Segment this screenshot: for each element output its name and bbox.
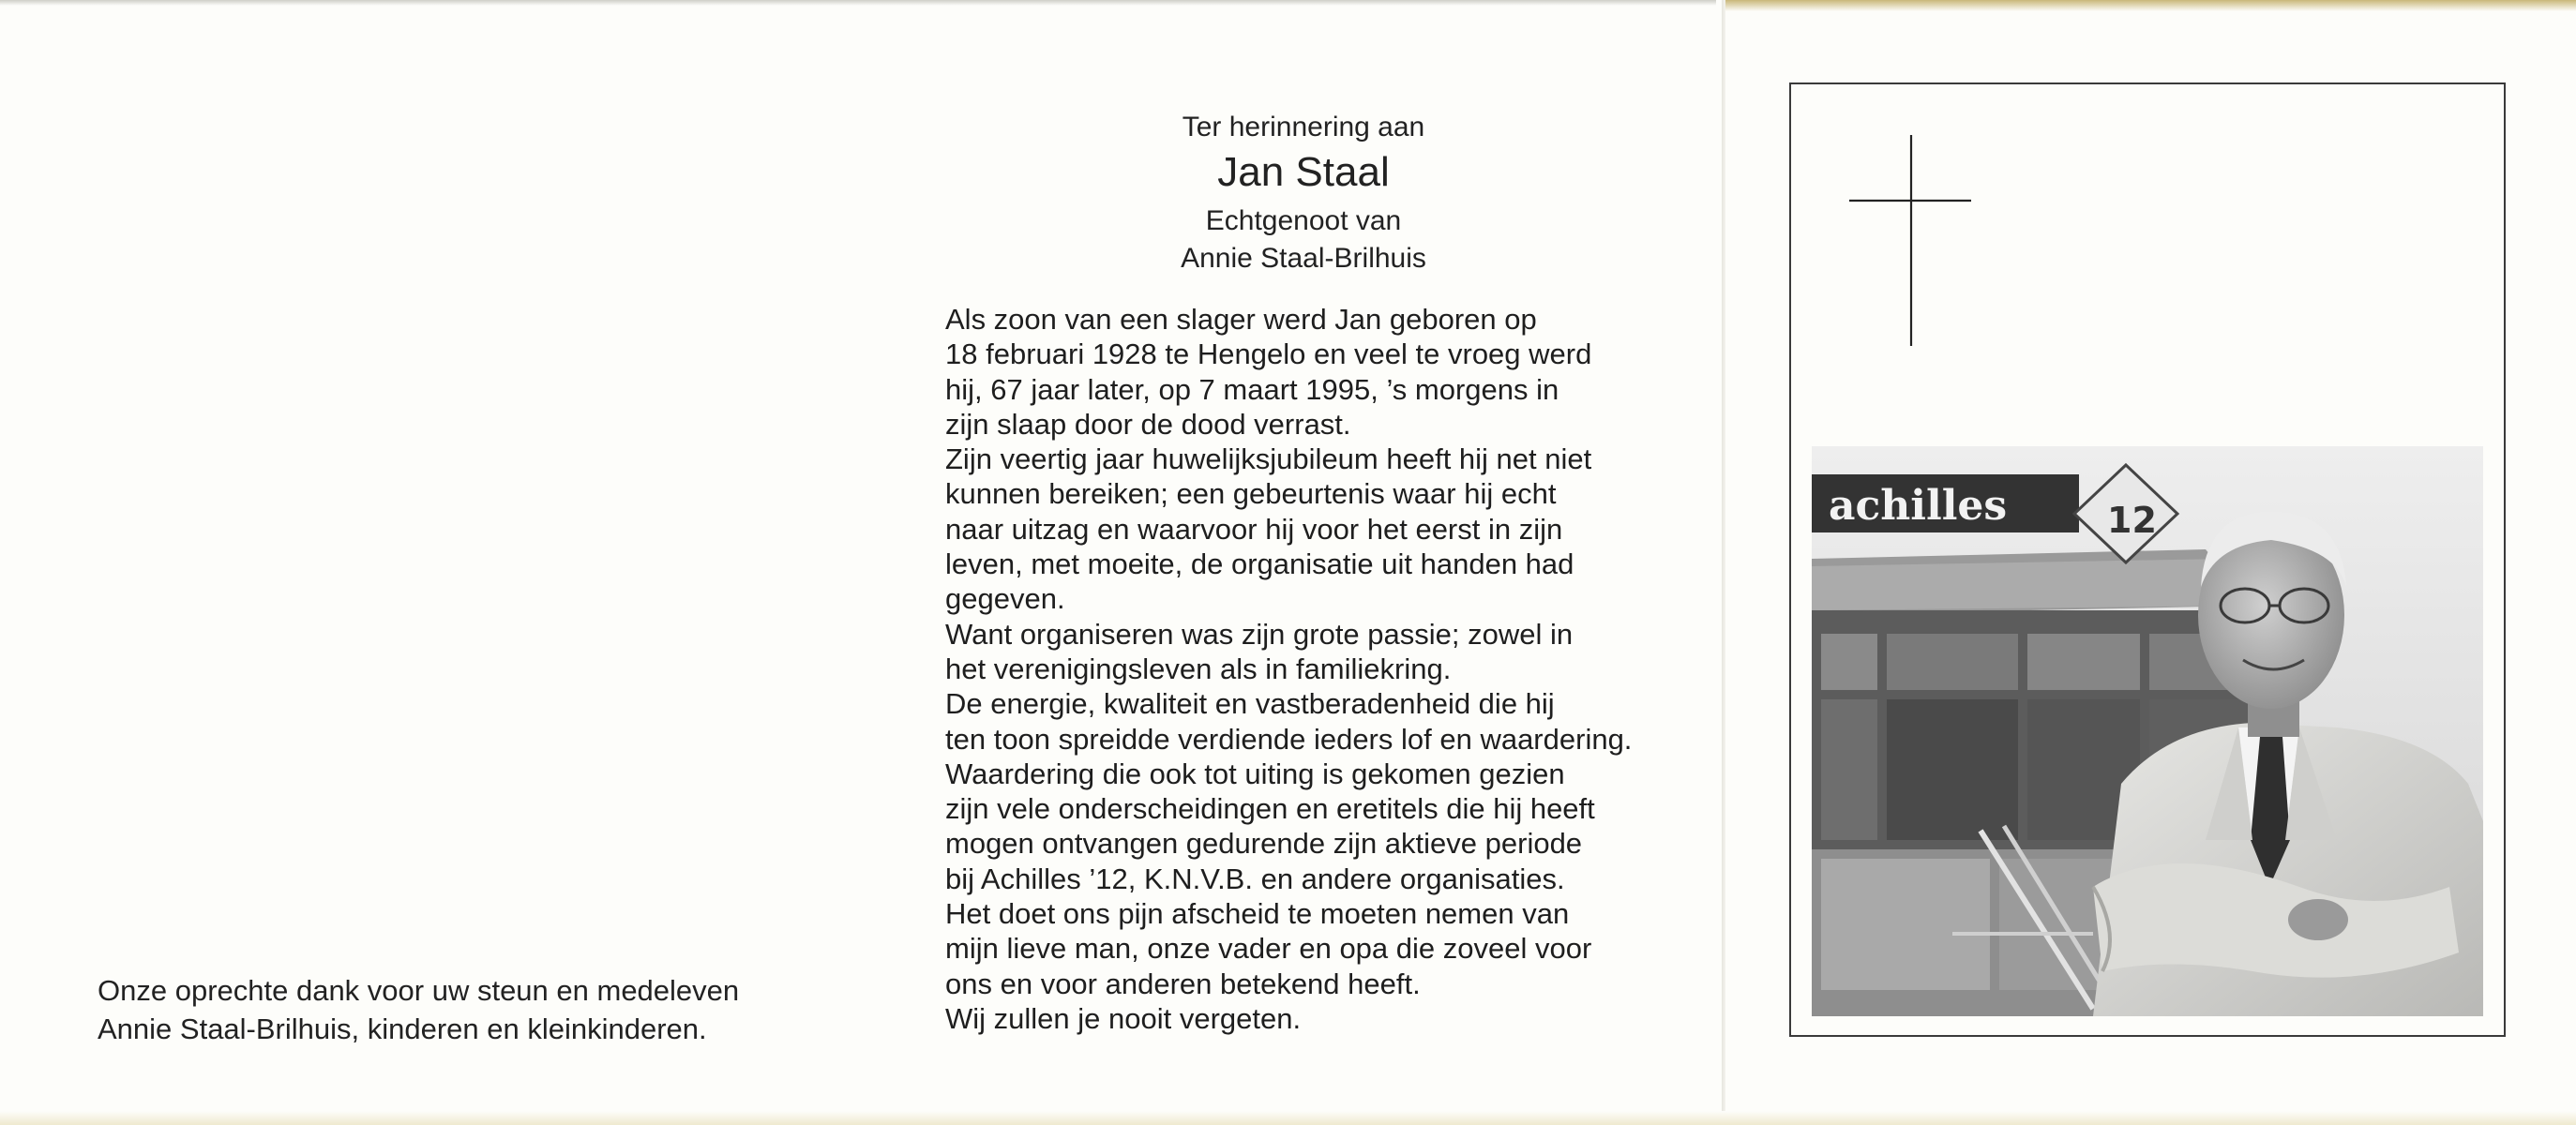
text-line: gegeven.	[945, 582, 1065, 616]
deceased-name: Jan Staal	[1217, 149, 1390, 195]
text-line: het verenigingsleven als in familiekring.	[945, 652, 1452, 685]
heading-relation: Echtgenoot van	[1205, 205, 1402, 236]
heading-intro: Ter herinnering aan	[1182, 112, 1425, 142]
text-line: Zijn veertig jaar huwelijksjubileum heeft hij net niet	[945, 442, 1592, 476]
text-line: hij, 67 jaar later, op 7 maart 1995, ’s morgens in	[945, 372, 1559, 406]
sign-number: 12	[2107, 500, 2157, 541]
card-fold-line	[1722, 0, 1725, 1125]
cross-icon	[1849, 135, 1971, 346]
card-top-edge-right	[1725, 0, 2576, 11]
text-line: Als zoon van een slager werd Jan geboren op	[945, 303, 1537, 336]
memorial-heading	[1022, 109, 1585, 278]
text-line: Het doet ons pijn afscheid te moeten nemen van	[945, 897, 1570, 931]
text-line: zijn slaap door de dood verrast.	[945, 407, 1351, 441]
thanks-line-2: Annie Staal-Brilhuis, kinderen en kleinkinderen.	[98, 1012, 707, 1045]
memorial-text	[945, 302, 1714, 1036]
sign-text: achilles	[1829, 482, 2008, 530]
text-line: 18 februari 1928 te Hengelo en veel te vroeg werd	[945, 338, 1592, 371]
text-line: ten toon spreidde verdiende ieders lof en waardering.	[945, 722, 1633, 756]
text-line: Want organiseren was zijn grote passie; zowel in	[945, 617, 1574, 651]
text-line: De energie, kwaliteit en vastberadenheid die hij	[945, 687, 1555, 721]
text-line: ons en voor anderen betekend heeft.	[945, 967, 1421, 1000]
text-line: mijn lieve man, onze vader en opa die zoveel voor	[945, 932, 1592, 966]
text-line: Wij zullen je nooit vergeten.	[945, 1001, 1302, 1035]
text-line: zijn vele onderscheidingen en eretitels die hij heeft	[945, 792, 1595, 826]
card-bottom-edge	[0, 1111, 2576, 1125]
text-line: leven, met moeite, de organisatie uit handen had	[945, 548, 1574, 581]
thanks-line-1: Onze oprechte dank voor uw steun en medeleven	[98, 974, 740, 1007]
text-line: Waardering die ook tot uiting is gekomen gezien	[945, 757, 1565, 790]
portrait-photo	[1812, 446, 2483, 1016]
card-top-edge	[0, 0, 1716, 6]
text-line: bij Achilles ’12, K.N.V.B. en andere organisaties.	[945, 862, 1565, 895]
spouse-name: Annie Staal-Brilhuis	[1181, 243, 1426, 274]
text-line: kunnen bereiken; een gebeurtenis waar hij echt	[945, 477, 1557, 511]
thanks-message	[98, 971, 739, 1048]
text-line: naar uitzag en waarvoor hij voor het eerst in zijn	[945, 512, 1563, 546]
text-line: mogen ontvangen gedurende zijn aktieve periode	[945, 827, 1583, 861]
